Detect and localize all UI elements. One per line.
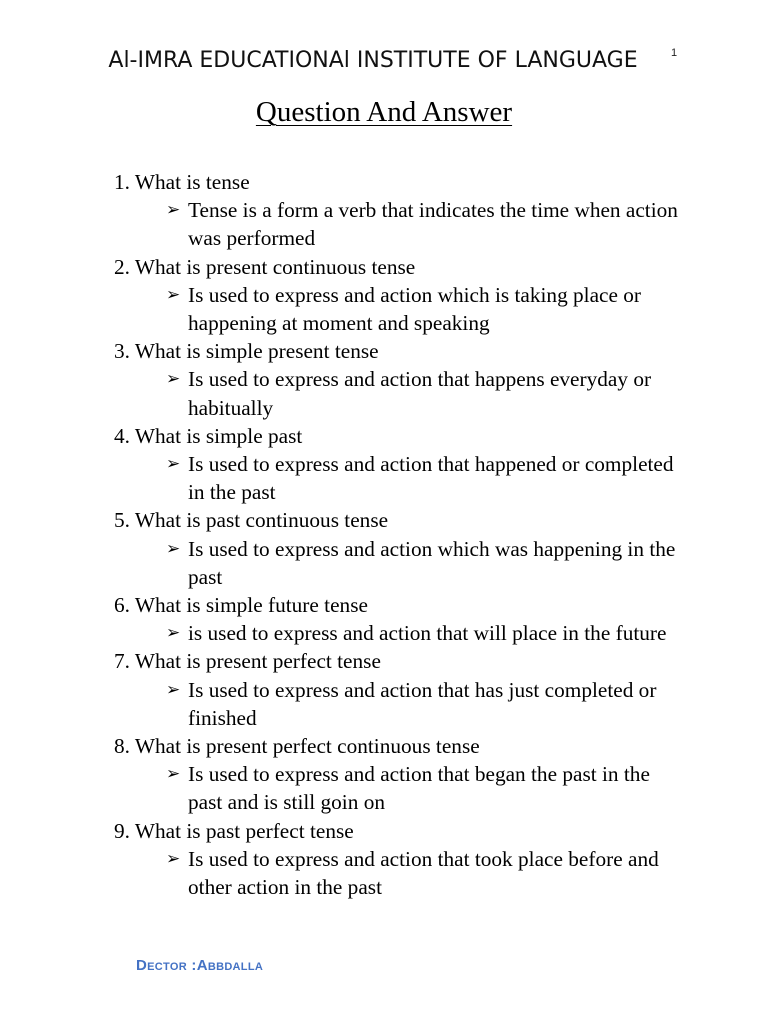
question-1: 1. What is tense xyxy=(114,170,250,194)
arrowhead-bullet-icon: ➢ xyxy=(166,200,181,221)
arrowhead-bullet-icon: ➢ xyxy=(166,284,181,305)
answer-8 xyxy=(0,760,768,816)
answer-text-9: Is used to express and action that took place before and other action in the past xyxy=(188,846,659,900)
arrowhead-bullet-icon: ➢ xyxy=(166,764,181,785)
qa-item-4 xyxy=(0,422,768,507)
answer-1 xyxy=(0,196,768,252)
question-9: 9. What is past perfect tense xyxy=(114,818,354,843)
answer-text-6: is used to express and action that will place in the future xyxy=(188,621,667,646)
answer-text-3: Is used to express and action that happens everyday or habitually xyxy=(188,367,652,420)
answer-9 xyxy=(0,845,768,901)
qa-list xyxy=(0,168,768,901)
answer-3 xyxy=(0,365,768,421)
question-3: 3. What is simple present tense xyxy=(114,339,379,364)
answer-text-4: Is used to express and action that happened or completed in the past xyxy=(188,452,674,505)
qa-item-3 xyxy=(0,337,768,422)
arrowhead-bullet-icon: ➢ xyxy=(166,623,181,644)
qa-item-7 xyxy=(0,647,768,732)
answer-text-8: Is used to express and action that began the past in the past and is still goin on xyxy=(188,762,650,815)
document-title: Question And Answer xyxy=(255,96,513,128)
answer-6 xyxy=(0,619,768,647)
arrowhead-bullet-icon: ➢ xyxy=(166,848,181,869)
qa-item-8 xyxy=(0,732,768,817)
answer-text-2: Is used to express and action which is taking place or happening at moment and speaking xyxy=(188,282,642,336)
institute-header: Al-IMRA EDUCATIONAl INSTITUTE OF LANGUAGE xyxy=(108,48,638,73)
question-4: 4. What is simple past xyxy=(114,423,303,448)
page-number: 1 xyxy=(671,47,678,59)
question-2: 2. What is present continuous tense xyxy=(114,254,416,279)
question-5: 5. What is past continuous tense xyxy=(114,508,389,533)
answer-2 xyxy=(0,281,768,337)
qa-item-9 xyxy=(0,817,768,902)
answer-text-7: Is used to express and action that has just completed or finished xyxy=(188,677,657,730)
qa-item-5 xyxy=(0,506,768,591)
answer-7 xyxy=(0,676,768,732)
footer-author: Dector :Abbdalla xyxy=(136,957,264,974)
arrowhead-bullet-icon: ➢ xyxy=(166,679,181,700)
qa-item-2 xyxy=(0,253,768,338)
arrowhead-bullet-icon: ➢ xyxy=(166,454,181,475)
arrowhead-bullet-icon: ➢ xyxy=(166,538,181,559)
answer-4 xyxy=(0,450,768,506)
question-6: 6. What is simple future tense xyxy=(114,593,368,618)
answer-text-1: Tense is a form a verb that indicates the time when action was performed xyxy=(188,198,678,251)
question-7: 7. What is present perfect tense xyxy=(114,649,381,674)
answer-5 xyxy=(0,535,768,591)
qa-item-6 xyxy=(0,591,768,647)
qa-item-1 xyxy=(0,168,768,253)
answer-text-5: Is used to express and action which was happening in the past xyxy=(188,536,676,589)
question-8: 8. What is present perfect continuous tense xyxy=(114,734,480,759)
arrowhead-bullet-icon: ➢ xyxy=(166,369,181,390)
